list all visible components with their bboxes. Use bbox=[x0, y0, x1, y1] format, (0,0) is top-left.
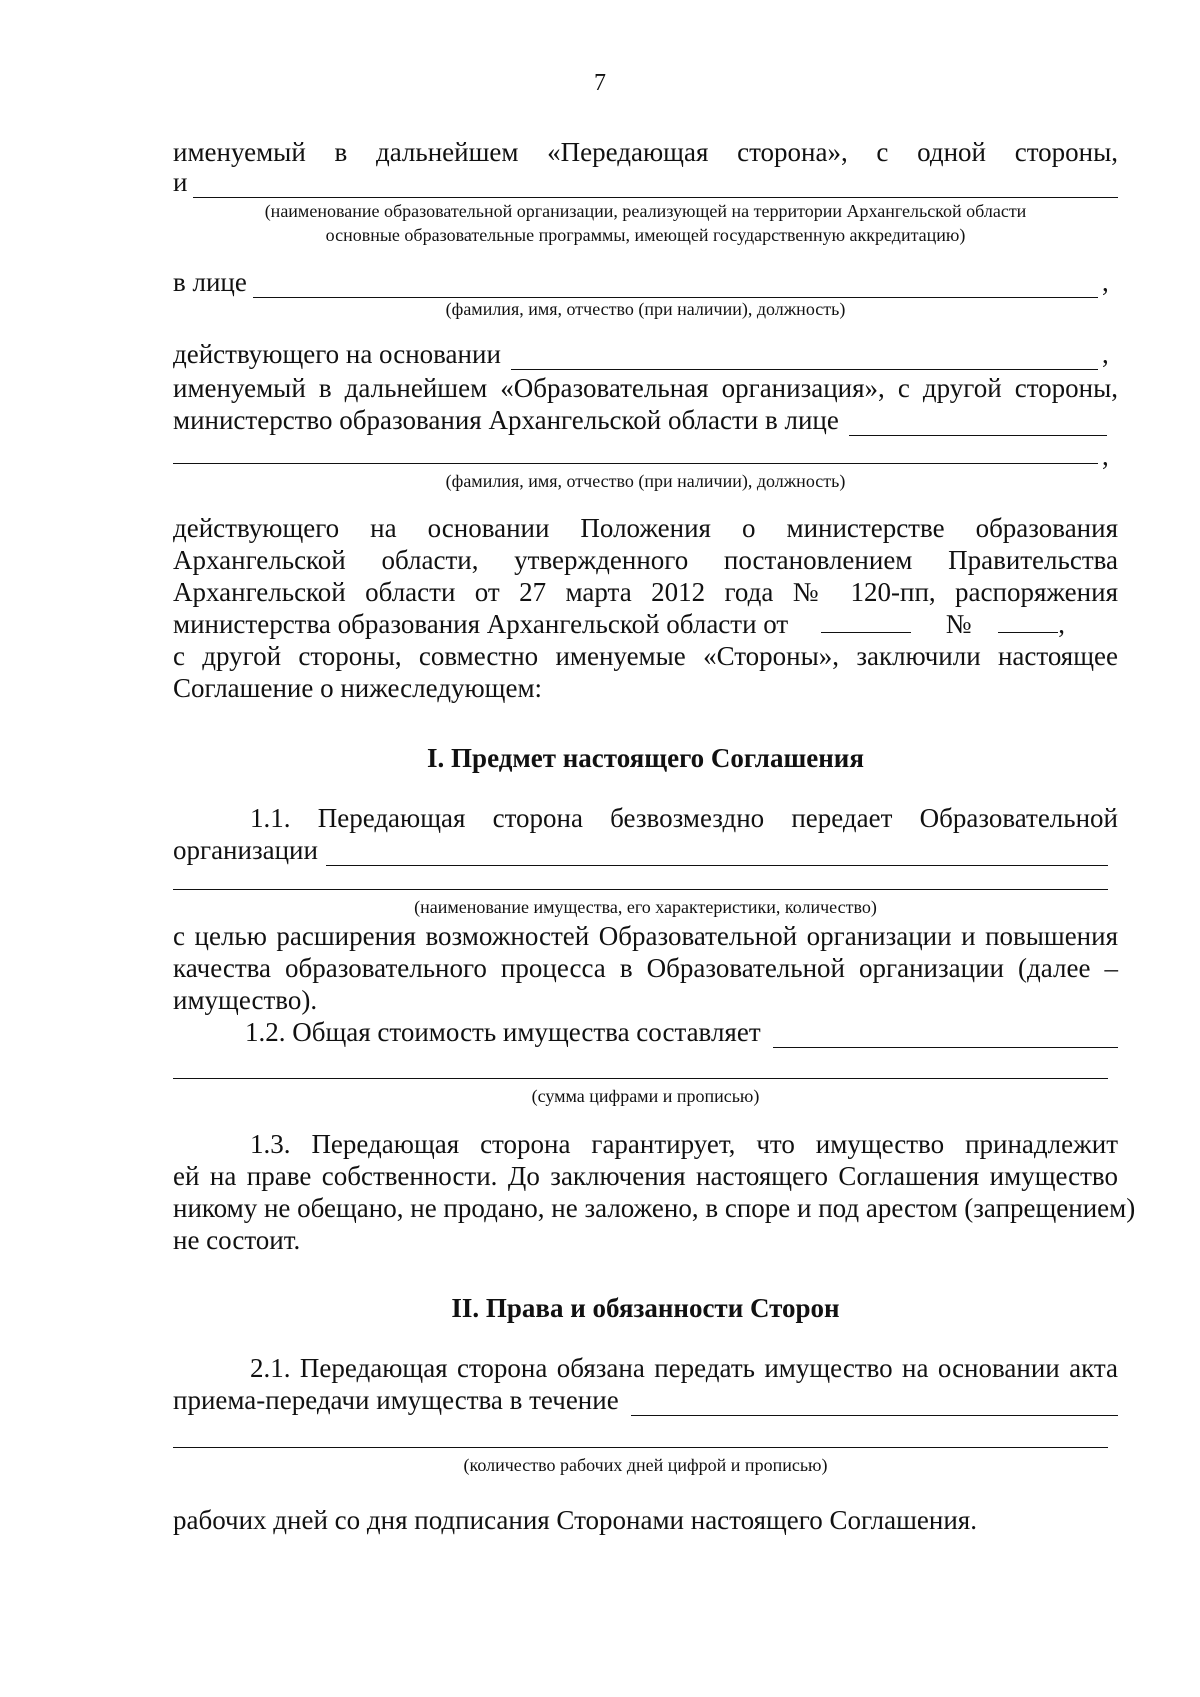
clause-1-1-line-3: с целью расширения возможностей Образовательной организации и повышения bbox=[173, 921, 1118, 951]
note-org-line-1: (наименование образовательной организации, реализующей на территории Архангельской области bbox=[264, 201, 1027, 221]
basis-para-line-4 bbox=[173, 608, 1118, 640]
clause-1-2-line bbox=[245, 1016, 1118, 1048]
clause-1-1-line-4: качества образовательного процесса в Образовательной организации (далее – bbox=[173, 953, 1118, 983]
clause-1-3-line-2: ей на праве собственности. До заключения настоящего Соглашения имущество bbox=[173, 1161, 1118, 1191]
and-line bbox=[173, 166, 1118, 198]
clause-1-2-text: 1.2. Общая стоимость имущества составляет bbox=[245, 1017, 761, 1047]
named-org-line: именуемый в дальнейшем «Образовательная организация», с другой стороны, bbox=[173, 373, 1118, 403]
clause-1-3-line-4: не состоит. bbox=[173, 1225, 301, 1255]
and-word: и bbox=[173, 167, 188, 197]
representative-blank[interactable] bbox=[253, 273, 1098, 298]
organization-word: организации bbox=[173, 835, 318, 865]
order-number-blank[interactable] bbox=[998, 608, 1058, 633]
comma-4: , bbox=[1058, 609, 1065, 639]
represented-by-label: в лице bbox=[173, 267, 247, 297]
section-2-heading: II. Права и обязанности Сторон bbox=[451, 1293, 840, 1323]
order-number-sign: № bbox=[945, 609, 972, 639]
ministry-rep-blank[interactable] bbox=[849, 411, 1107, 436]
clause-2-1-line-1: 2.1. Передающая сторона обязана передать имущество на основании акта bbox=[250, 1353, 1118, 1383]
note-days: (количество рабочих дней цифрой и прописью) bbox=[463, 1455, 828, 1475]
basis-para-line-3: Архангельской области от 27 марта 2012 года № 120-пп, распоряжения bbox=[173, 577, 1118, 607]
note-person-2: (фамилия, имя, отчество (при наличии), должность) bbox=[445, 471, 846, 491]
clause-2-1-line-3: рабочих дней со дня подписания Сторонами настоящего Соглашения. bbox=[173, 1505, 977, 1535]
total-cost-blank[interactable] bbox=[773, 1023, 1118, 1048]
clause-1-3-line-1: 1.3. Передающая сторона гарантирует, что имущество принадлежит bbox=[250, 1129, 1118, 1159]
org-name-blank[interactable] bbox=[193, 173, 1118, 198]
total-cost-blank-2[interactable] bbox=[173, 1078, 1108, 1079]
basis-para-line-5: с другой стороны, совместно именуемые «Стороны», заключили настоящее bbox=[173, 641, 1118, 671]
acting-basis-label: действующего на основании bbox=[173, 339, 501, 369]
order-date-blank[interactable] bbox=[821, 608, 911, 633]
basis-para-line-6: Соглашение о нижеследующем: bbox=[173, 673, 543, 703]
note-sum: (сумма цифрами и прописью) bbox=[531, 1086, 760, 1106]
property-name-blank-2[interactable] bbox=[173, 889, 1108, 890]
page-number: 7 bbox=[594, 70, 606, 96]
section-1-heading: I. Предмет настоящего Соглашения bbox=[427, 743, 864, 773]
clause-1-1-line-5: имущество). bbox=[173, 985, 318, 1015]
clause-1-1-line-2 bbox=[173, 834, 1108, 866]
clause-2-1-text: приема-передачи имущества в течение bbox=[173, 1385, 619, 1415]
clause-1-1-line-1: 1.1. Передающая сторона безвозмездно передает Образовательной bbox=[250, 803, 1118, 833]
basis-blank[interactable] bbox=[511, 345, 1098, 370]
comma-1: , bbox=[1102, 267, 1109, 297]
clause-1-3-line-3: никому не обещано, не продано, не заложено, в споре и под арестом (запрещением) bbox=[173, 1193, 1136, 1223]
order-from-label: министерства образования Архангельской области от bbox=[173, 609, 789, 639]
days-count-blank-2[interactable] bbox=[173, 1447, 1108, 1448]
named-transferring-line: именуемый в дальнейшем «Передающая сторона», с одной стороны, bbox=[173, 137, 1118, 167]
ministry-rep-blank-2[interactable] bbox=[173, 463, 1098, 464]
ministry-line bbox=[173, 404, 1107, 436]
note-org-line-2: основные образовательные программы, имеющей государственную аккредитацию) bbox=[325, 225, 966, 245]
represented-by-line bbox=[173, 266, 1098, 298]
note-property: (наименование имущества, его характеристики, количество) bbox=[414, 897, 877, 917]
comma-3: , bbox=[1102, 441, 1109, 471]
comma-2: , bbox=[1102, 339, 1109, 369]
clause-2-1-line-2 bbox=[173, 1384, 1118, 1416]
basis-para-line-1: действующего на основании Положения о министерстве образования bbox=[173, 513, 1118, 543]
acting-basis-line bbox=[173, 338, 1098, 370]
basis-para-line-2: Архангельской области, утвержденного постановлением Правительства bbox=[173, 545, 1118, 575]
property-name-blank[interactable] bbox=[326, 841, 1108, 866]
days-count-blank[interactable] bbox=[631, 1391, 1118, 1416]
ministry-label: министерство образования Архангельской области в лице bbox=[173, 405, 839, 435]
note-person-1: (фамилия, имя, отчество (при наличии), должность) bbox=[445, 299, 846, 319]
